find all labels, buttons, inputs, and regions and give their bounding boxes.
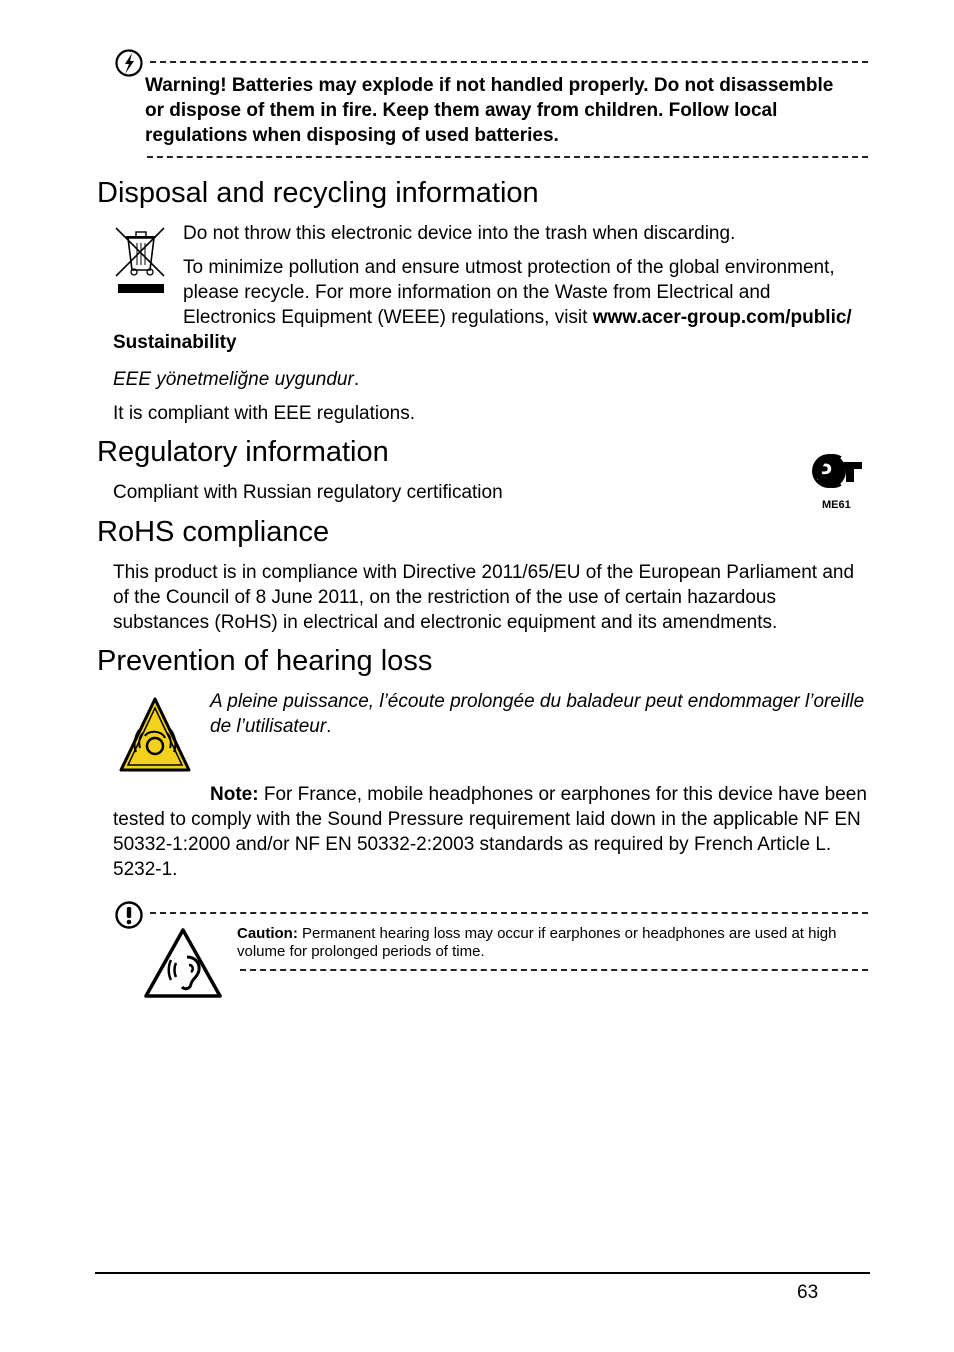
battery-warning-icon — [114, 48, 144, 78]
french-hearing-statement: A pleine puissance, l’écoute prolongée du baladeur peut endommager l’oreille de l’utilisateur. — [210, 691, 865, 737]
rohs-heading: RoHS compliance — [97, 516, 330, 548]
caution-top-divider — [150, 912, 868, 914]
certification-code: ME61 — [822, 499, 851, 511]
hearing-warning-icon — [118, 696, 192, 774]
caution-label: Caution: — [237, 925, 298, 942]
ear-hearing-icon — [143, 927, 223, 999]
disposal-paragraph-1: Do not throw this electronic device into the trash when discarding. — [183, 223, 736, 244]
eee-english-statement: It is compliant with EEE regulations. — [113, 403, 416, 424]
page-number: 63 — [797, 1282, 819, 1303]
disposal-heading: Disposal and recycling information — [97, 177, 539, 209]
caution-body: Permanent hearing loss may occur if earphones or headphones are used at high volume for prolonged periods of time. — [237, 925, 837, 960]
regulatory-text: Compliant with Russian regulatory certification — [113, 482, 503, 503]
battery-warning-text: Warning! Batteries may explode if not handled properly. Do not disassemble or dispose of them in fire. Keep them away from children. Follow local regulations when disposing of used batteries. — [145, 75, 834, 146]
note-label: Note: — [210, 784, 259, 805]
disposal-paragraph-2-text: To minimize pollution and ensure utmost protection of the global environment, please recycle. For more information on the Waste from Electrical and Electronics Equipment (WEEE) regulations, visit — [183, 257, 835, 328]
footer-rule — [95, 1272, 870, 1274]
caution-exclamation-icon — [114, 900, 144, 930]
warning-top-divider — [150, 61, 868, 63]
hearing-note — [113, 782, 873, 882]
eee-turkish-statement: EEE yönetmeliğne uygundur. — [113, 369, 360, 390]
sustainability-link[interactable]: www.acer-group.com/public/Sustainability — [113, 307, 852, 353]
rohs-text: This product is in compliance with Directive 2011/65/EU of the European Parliament and of the Council of 8 June 2011, on the restriction of the use of certain hazardous substances (RoHS) in electrical and electronic equipment and its amendments. — [113, 562, 855, 633]
warning-bottom-divider — [147, 156, 868, 158]
svg-text:P: P — [816, 459, 833, 486]
caution-text — [237, 925, 869, 961]
note-text: For France, mobile headphones or earphones for this device have been tested to comply with the Sound Pressure requirement laid down in the applicable NF EN 50332-1:2000 and/or NF EN 50332-2:2003 standards as required by French Article L. 5232-1. — [113, 784, 867, 880]
caution-bottom-divider — [240, 969, 868, 971]
disposal-paragraph-2 — [113, 255, 863, 355]
hearing-heading: Prevention of hearing loss — [97, 645, 433, 677]
pct-certification-mark-icon — [810, 450, 864, 494]
regulatory-heading: Regulatory information — [97, 436, 389, 468]
